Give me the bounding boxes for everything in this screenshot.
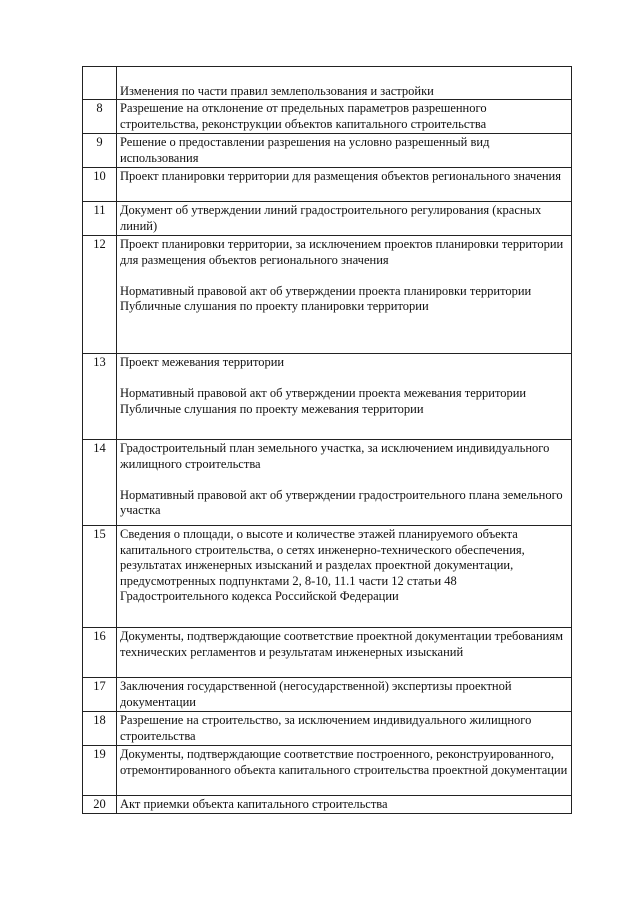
row-text: Документы, подтверждающие соответствие проектной документации требованиям технических регламентов и результатам инженерных изысканий bbox=[117, 628, 572, 678]
row-number: 11 bbox=[83, 202, 117, 236]
table-row bbox=[83, 202, 572, 236]
row-text: Градостроительный план земельного участка, за исключением индивидуального жилищного строительства Нормативный правовой акт об утверждении градостроительного плана земельного участка bbox=[117, 440, 572, 526]
row-text: Документы, подтверждающие соответствие построенного, реконструированного, отремонтированного объекта капитального строительства проектной документации bbox=[117, 746, 572, 796]
row-number: 19 bbox=[83, 746, 117, 796]
table-row bbox=[83, 354, 572, 440]
table-row bbox=[83, 796, 572, 814]
row-text: Проект межевания территории Нормативный правовой акт об утверждении проекта межевания территории Публичные слушания по проекту межевания территории bbox=[117, 354, 572, 440]
row-text: Проект планировки территории для размещения объектов регионального значения bbox=[117, 168, 572, 202]
row-number: 16 bbox=[83, 628, 117, 678]
table-row bbox=[83, 526, 572, 628]
row-number: 20 bbox=[83, 796, 117, 814]
row-text: Документ об утверждении линий градостроительного регулирования (красных линий) bbox=[117, 202, 572, 236]
table-row bbox=[83, 236, 572, 354]
table-row bbox=[83, 678, 572, 712]
row-number: 10 bbox=[83, 168, 117, 202]
row-text: Изменения по части правил землепользования и застройки bbox=[117, 67, 572, 100]
table-row bbox=[83, 628, 572, 678]
row-number: 17 bbox=[83, 678, 117, 712]
row-text: Заключения государственной (негосударственной) экспертизы проектной документации bbox=[117, 678, 572, 712]
table-row bbox=[83, 746, 572, 796]
table-row bbox=[83, 712, 572, 746]
row-number: 13 bbox=[83, 354, 117, 440]
table-row bbox=[83, 100, 572, 134]
table-row bbox=[83, 168, 572, 202]
row-text: Решение о предоставлении разрешения на условно разрешенный вид использования bbox=[117, 134, 572, 168]
table-row bbox=[83, 134, 572, 168]
row-number: 14 bbox=[83, 440, 117, 526]
row-number: 12 bbox=[83, 236, 117, 354]
row-number: 8 bbox=[83, 100, 117, 134]
row-number: 9 bbox=[83, 134, 117, 168]
row-number bbox=[83, 67, 117, 100]
table-row bbox=[83, 440, 572, 526]
table-row bbox=[83, 67, 572, 100]
row-text: Проект планировки территории, за исключением проектов планировки территории для размещения объектов регионального значения Нормативный правовой акт об утверждении проекта планировки территории Публичные слушания по проекту планировки территории bbox=[117, 236, 572, 354]
row-text: Акт приемки объекта капитального строительства bbox=[117, 796, 572, 814]
row-number: 18 bbox=[83, 712, 117, 746]
row-number: 15 bbox=[83, 526, 117, 628]
row-text: Разрешение на отклонение от предельных параметров разрешенного строительства, реконструкции объектов капитального строительства bbox=[117, 100, 572, 134]
document-table bbox=[82, 66, 572, 814]
row-text: Разрешение на строительство, за исключением индивидуального жилищного строительства bbox=[117, 712, 572, 746]
row-text: Сведения о площади, о высоте и количестве этажей планируемого объекта капитального строительства, о сетях инженерно-технического обеспечения, результатах инженерных изысканий и разделах проектной документации, предусмотренных подпунктами 2, 8-10, 11.1 части 12 статьи 48 Градостроительного кодекса Российской Федерации bbox=[117, 526, 572, 628]
